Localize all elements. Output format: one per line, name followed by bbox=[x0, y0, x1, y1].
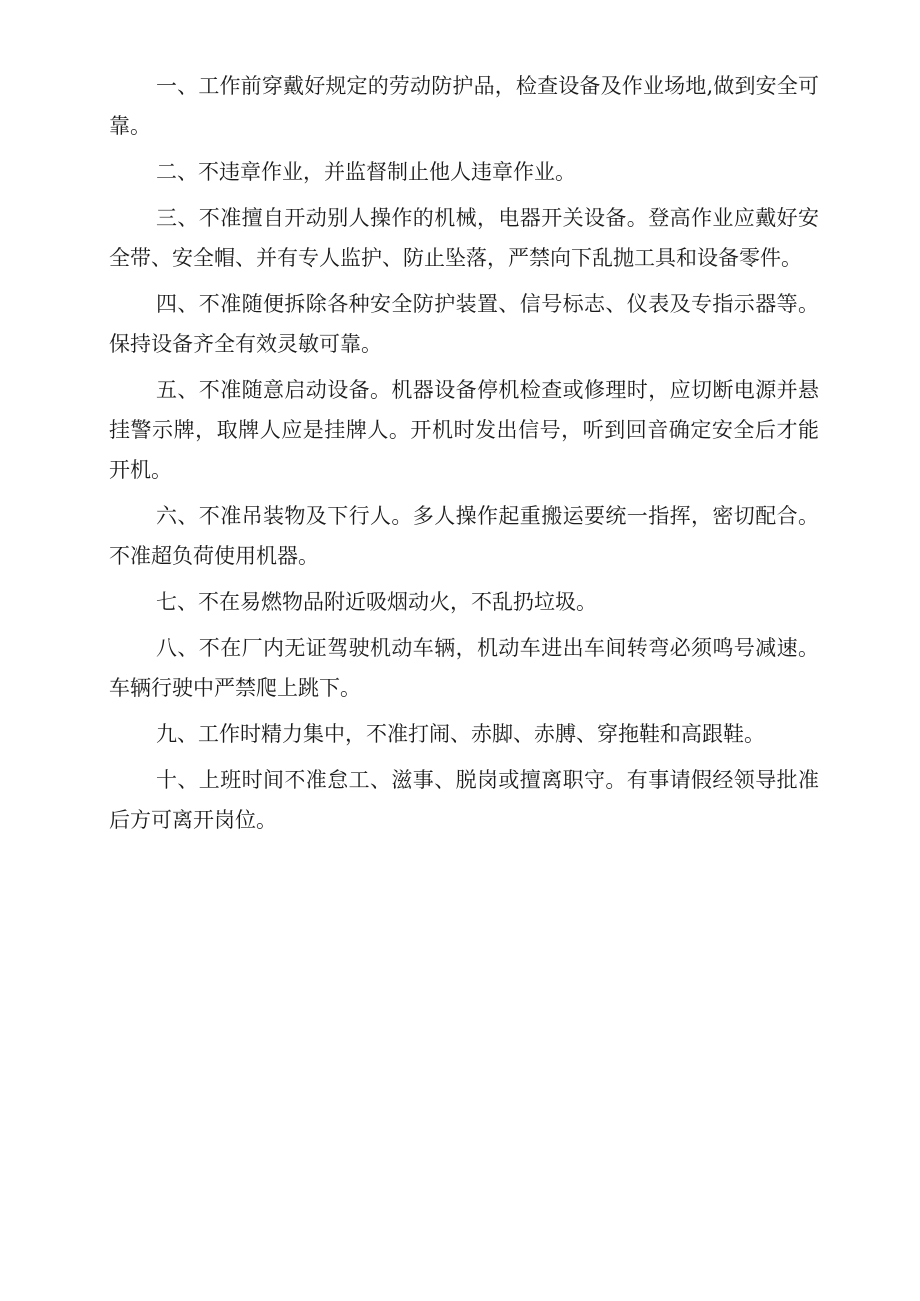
rule-clause-5: 五、不准随意启动设备。机器设备停机检查或修理时，应切断电源并悬挂警示牌，取牌人应是挂牌人。开机时发出信号，听到回音确定安全后才能开机。 bbox=[109, 378, 819, 482]
rule-clause-8: 八、不在厂内无证驾驶机动车辆，机动车进出车间转弯必须鸣号减速。车辆行驶中严禁爬上跳下。 bbox=[109, 636, 819, 700]
rule-clause-4: 四、不准随便拆除各种安全防护装置、信号标志、仪表及专指示器等。保持设备齐全有效灵敏可靠。 bbox=[109, 292, 819, 356]
rule-clause-10: 十、上班时间不准怠工、滋事、脱岗或擅离职守。有事请假经领导批准后方可离开岗位。 bbox=[109, 768, 819, 832]
rule-clause-2: 二、不违章作业，并监督制止他人违章作业。 bbox=[156, 160, 576, 184]
safety-rules-body bbox=[109, 66, 819, 846]
rule-clause-9: 九、工作时精力集中，不准打闹、赤脚、赤膊、穿拖鞋和高跟鞋。 bbox=[156, 722, 765, 746]
rule-clause-3: 三、不准擅自开动别人操作的机械，电器开关设备。登高作业应戴好安全带、安全帽、并有专人监护、防止坠落，严禁向下乱抛工具和设备零件。 bbox=[109, 206, 819, 270]
rule-clause-7: 七、不在易燃物品附近吸烟动火，不乱扔垃圾。 bbox=[156, 590, 597, 614]
rule-clause-6: 六、不准吊装物及下行人。多人操作起重搬运要统一指挥，密切配合。不准超负荷使用机器。 bbox=[109, 504, 819, 568]
rule-clause-1: 一、工作前穿戴好规定的劳动防护品，检查设备及作业场地,做到安全可靠。 bbox=[109, 74, 819, 138]
